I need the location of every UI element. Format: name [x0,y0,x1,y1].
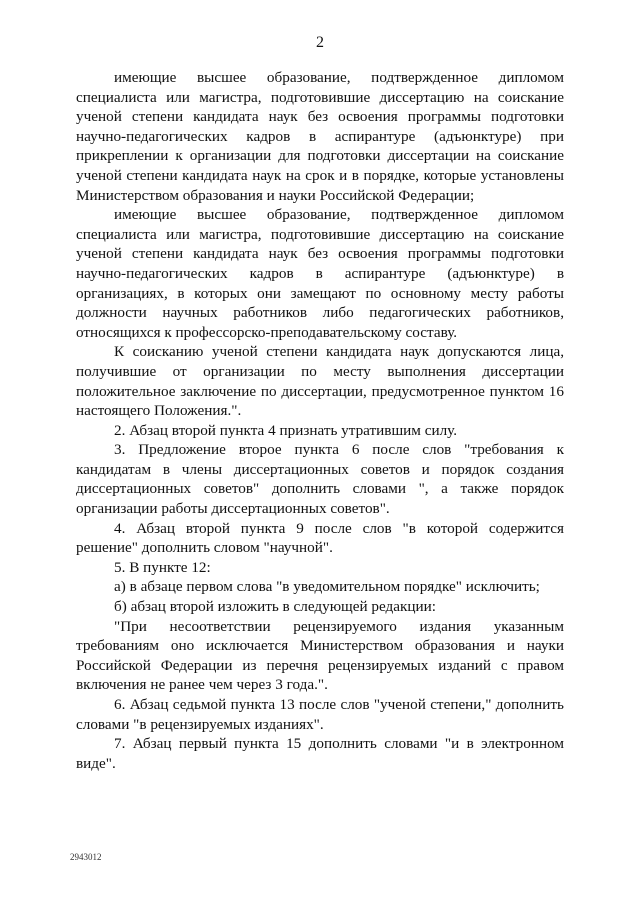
paragraph-9: б) абзац второй изложить в следующей редакции: [114,598,436,616]
paragraph-6: 4. Абзац второй пункта 9 после слов "в которой содержится решение" дополнить словом "научной". [76,519,564,557]
paragraph-4: 2. Абзац второй пункта 4 признать утратившим силу. [114,421,458,439]
paragraph-11: 6. Абзац седьмой пункта 13 после слов "ученой степени," дополнить словами "в рецензируемых изданиях". [76,696,564,733]
paragraph-5: 3. Предложение второе пункта 6 после слов "требования к кандидатам в члены диссертационных советов и порядок создания диссертационных советов" дополнить словами ", а также порядок организации работы диссертационных советов". [76,441,564,518]
paragraph-12: 7. Абзац первый пункта 15 дополнить словами "и в электронном виде". [76,735,564,772]
paragraph-7: 5. В пункте 12: [114,558,211,576]
document-body [76,68,564,773]
paragraph-1: имеющие высшее образование, подтвержденное дипломом специалиста или магистра, подготовившие диссертацию на соискание ученой степени кандидата наук без освоения программы подготовки научно-педагогических кадров в аспирантуре (адъюнктуре) при прикреплении к организации для подготовки диссертации на соискание ученой степени кандидата наук на срок и в порядке, которые установлены Министерством образования и науки Российской Федерации; [76,69,564,204]
paragraph-8: а) в абзаце первом слова "в уведомительном порядке" исключить; [114,578,540,596]
paragraph-3: К соисканию ученой степени кандидата наук допускаются лица, получившие от организации по месту выполнения диссертации положительное заключение по диссертации, предусмотренное пунктом 16 настоящего Положения.". [76,343,564,420]
page-number: 2 [316,34,324,51]
paragraph-10: "При несоответствии рецензируемого издания указанным требованиям оно исключается Министерством образования и науки Российской Федерации из перечня рецензируемых изданий с правом включения не ранее чем через 3 года.". [76,617,564,694]
footer-document-code: 2943012 [70,852,102,862]
paragraph-2: имеющие высшее образование, подтвержденное дипломом специалиста или магистра, подготовившие диссертацию на соискание ученой степени кандидата наук без освоения программы подготовки научно-педагогических кадров в аспирантуре (адъюнктуре) в организациях, в которых они замещают по основному месту работы должности научных работников либо педагогических работников, относящихся к профессорско-преподавательскому составу. [76,206,564,341]
